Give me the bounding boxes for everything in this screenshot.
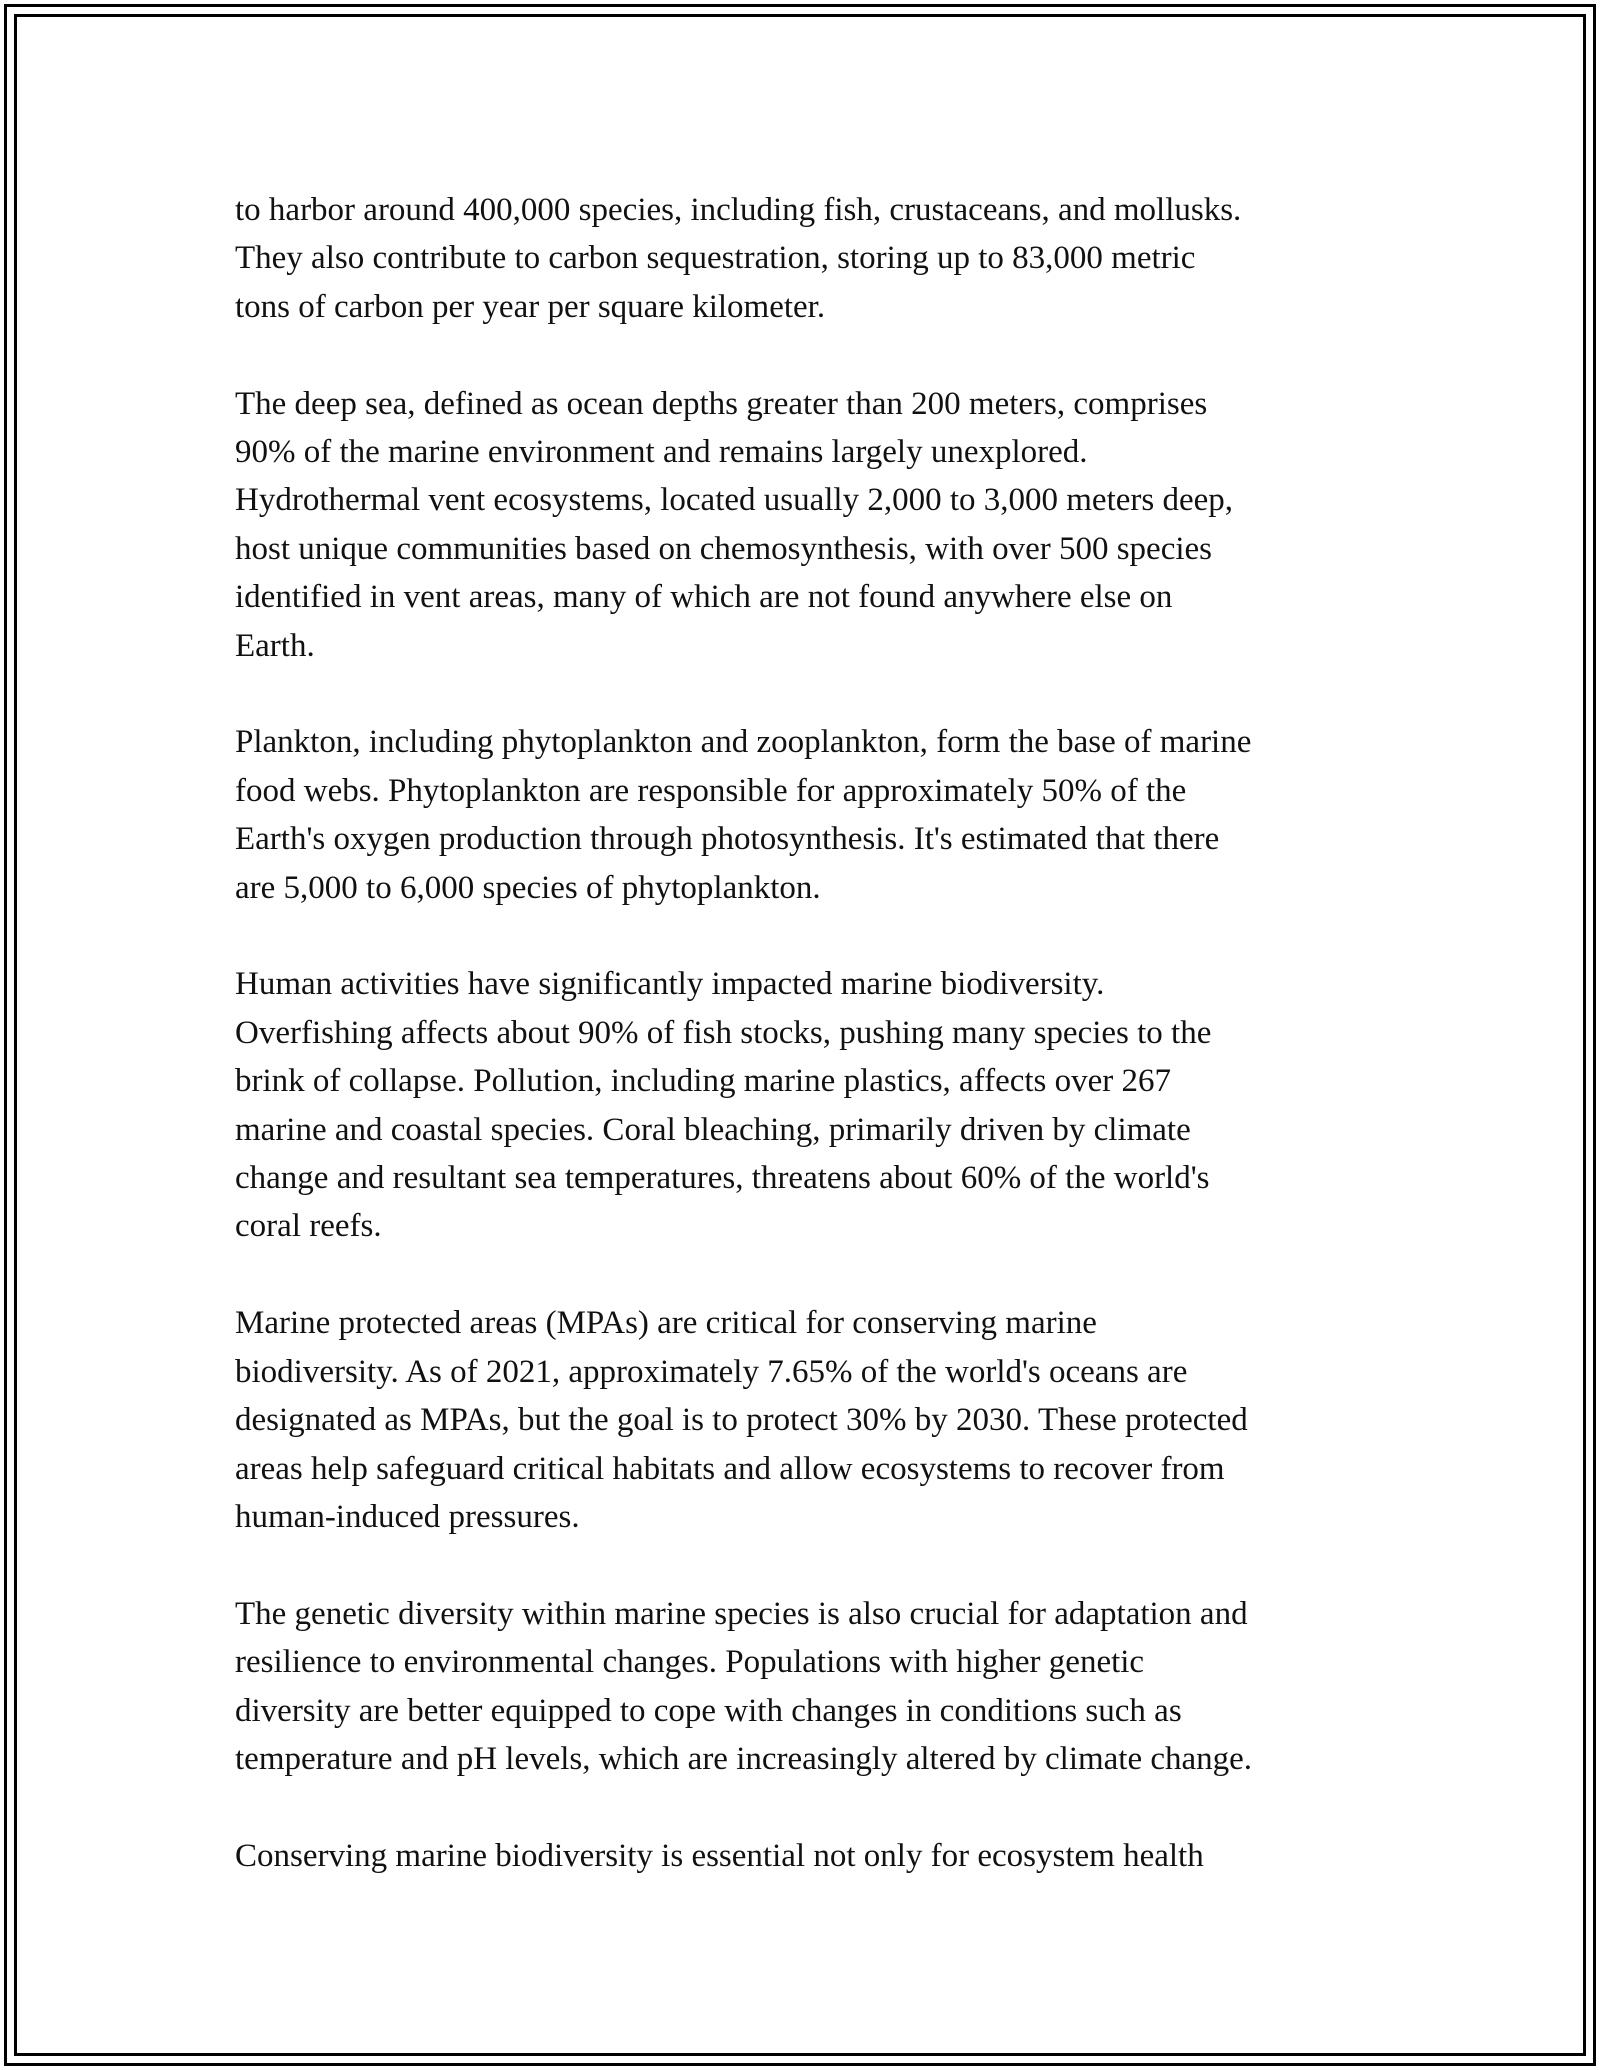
paragraph-coral-reefs: to harbor around 400,000 species, including fish, crustaceans, and mollusks. They also contribute to carbon sequestration, storing up to 83,000 metric tons of carbon per year per square kilometer.: [235, 192, 1242, 325]
document-body: [235, 186, 1405, 1880]
paragraph-protected-areas: Marine protected areas (MPAs) are critical for conserving marine biodiversity. As of 2021, approximately 7.65% of the world's oceans are designated as MPAs, but the goal is to protect 30% by 2030. These protected areas help safeguard critical habitats and allow ecosystems to recover from human-induced pressures.: [235, 1305, 1248, 1535]
paragraph-plankton: Plankton, including phytoplankton and zooplankton, form the base of marine food webs. Phytoplankton are responsible for approximately 50% of the Earth's oxygen production through photosynthesis. It's estimated that there are 5,000 to 6,000 species of phytoplankton.: [235, 724, 1252, 906]
paragraph-genetic-diversity: The genetic diversity within marine species is also crucial for adaptation and resilience to environmental changes. Populations with higher genetic diversity are better equipped to cope with changes in conditions such as temperature and pH levels, which are increasingly altered by climate change.: [235, 1595, 1253, 1777]
paragraph-conservation: Conserving marine biodiversity is essential not only for ecosystem health: [235, 1837, 1204, 1874]
paragraph-deep-sea: The deep sea, defined as ocean depths greater than 200 meters, comprises 90% of the marine environment and remains largely unexplored. Hydrothermal vent ecosystems, located usually 2,000 to 3,000 meters deep, host unique communities based on chemosynthesis, with over 500 species identified in vent areas, many of which are not found anywhere else on Earth.: [235, 385, 1234, 664]
paragraph-human-impact: Human activities have significantly impacted marine biodiversity. Overfishing affects about 90% of fish stocks, pushing many species to the brink of collapse. Pollution, including marine plastics, affects over 267 marine and coastal species. Coral bleaching, primarily driven by climate change and resultant sea temperatures, threatens about 60% of the world's coral reefs.: [235, 966, 1212, 1245]
